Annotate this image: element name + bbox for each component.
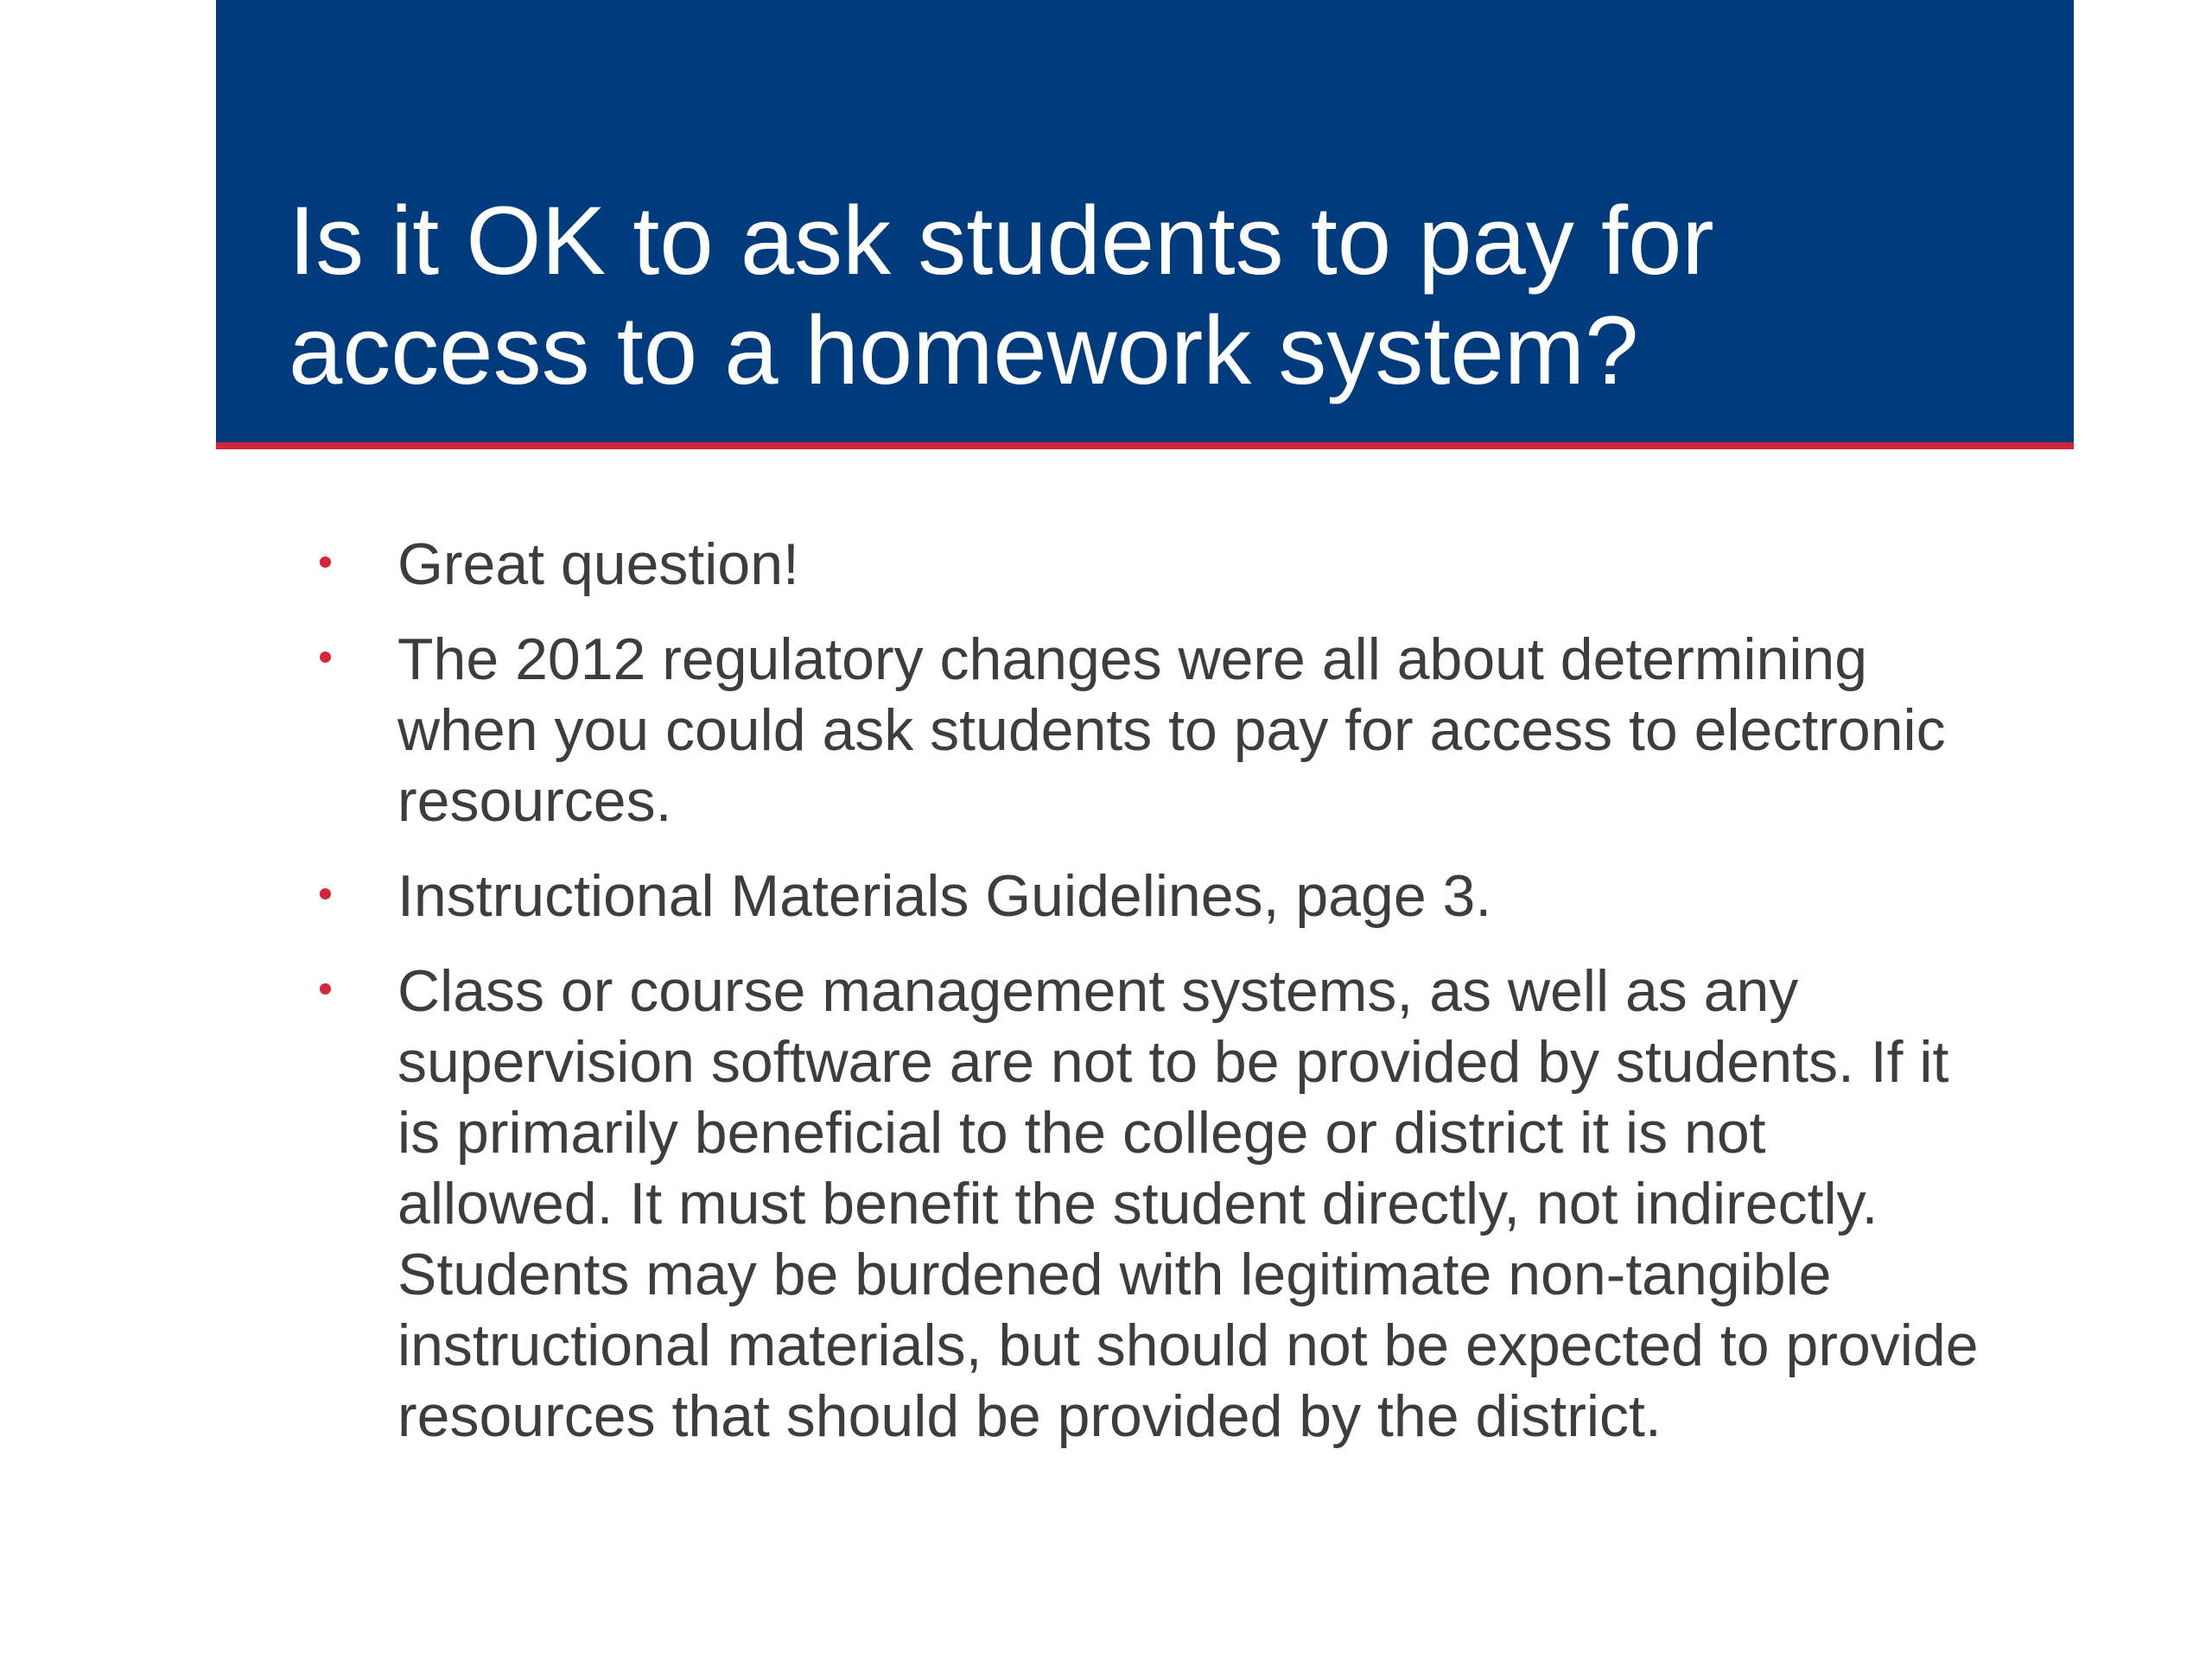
slide-title-line: Is it OK to ask students to pay for bbox=[289, 187, 1714, 295]
bullet-item bbox=[311, 529, 2005, 600]
bullet-dot-icon bbox=[320, 652, 331, 663]
bullet-line: The 2012 regulatory changes were all about determining bbox=[397, 626, 1868, 692]
bullet-line: instructional materials, but should not be expected to provide bbox=[397, 1313, 1979, 1378]
bullet-line: Students may be burdened with legitimate non-tangible bbox=[397, 1242, 1832, 1307]
bullet-line: allowed. It must benefit the student directly, not indirectly. bbox=[397, 1171, 1878, 1236]
bullet-line: supervision software are not to be provided by students. If it bbox=[397, 1029, 1949, 1095]
bullet-line: when you could ask students to pay for access to electronic bbox=[397, 697, 1946, 763]
bullet-line: resources. bbox=[397, 768, 672, 834]
title-band bbox=[216, 0, 2074, 449]
slide-title-line: access to a homework system? bbox=[289, 296, 1639, 404]
slide-title bbox=[289, 186, 2017, 405]
bullet-line: Great question! bbox=[397, 531, 799, 597]
bullet-line: Class or course management systems, as well as any bbox=[397, 958, 1799, 1024]
bullet-line: resources that should be provided by the district. bbox=[397, 1383, 1662, 1449]
bullet-dot-icon bbox=[320, 556, 331, 568]
bullet-item bbox=[311, 861, 2005, 931]
bullet-dot-icon bbox=[320, 983, 331, 995]
bullet-dot-icon bbox=[320, 888, 331, 899]
bullet-line: is primarily beneficial to the college or district it is not bbox=[397, 1100, 1766, 1166]
bullet-list bbox=[311, 529, 2005, 1476]
bullet-item bbox=[311, 624, 2005, 836]
bullet-item bbox=[311, 956, 2005, 1452]
bullet-line: Instructional Materials Guidelines, page 3. bbox=[397, 863, 1492, 929]
